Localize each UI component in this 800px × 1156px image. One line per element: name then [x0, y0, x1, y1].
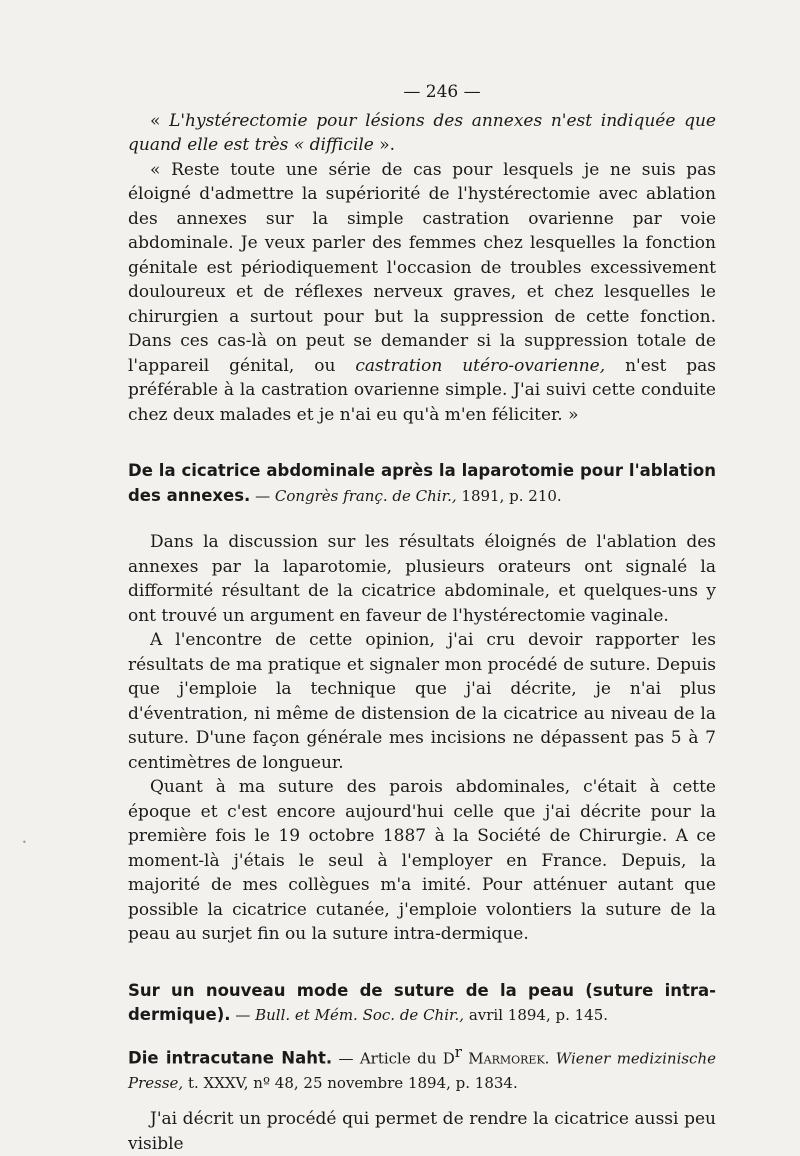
section-1-paragraph: Dans la discussion sur les résultats éloignés de l'ablation des annexes par la laparotomie, plusieurs orateurs ont signalé la difformité résultant de la cicatrice abdominale, et quelques-uns y ont trouvé un argument en faveur de l'hystérectomie vaginale. — [128, 532, 716, 626]
page-speck: • — [22, 838, 27, 847]
quote-italic-text: L'hystérectomie pour lésions des annexes n'est indiquée que quand elle est très « difficile — [128, 110, 716, 155]
section-3-paragraph: J'ai décrit un procédé qui permet de rendre la cicatrice aussi peu visible — [128, 1109, 716, 1154]
section-1-paragraph: Quant à ma suture des parois abdominales, c'était à cette époque et c'est encore aujourd'hui celle que j'ai décrite pour la première fois le 19 octobre 1887 à la Société de Chirurgie. A ce moment-là j'étais le seul à l'employer en France. Depuis, la majorité de mes collègues m'a imité. Pour atténuer autant que possible la cicatrice cutanée, j'emploie volontiers la suture de la peau au surjet fin ou la suture intra-dermique. — [128, 777, 716, 944]
page-number: — 246 — — [403, 82, 481, 102]
section-2-ref: avril 1894, p. 145. — [464, 1006, 609, 1024]
section-1-heading: De la cicatrice abdominale après la laparotomie pour l'ablation des annexes. — [128, 461, 716, 505]
section-1-dash: — — [250, 486, 275, 505]
section-3-ref-sup: r — [454, 1042, 462, 1061]
section-3-header — [128, 1040, 716, 1096]
quote-paragraph-end: n'est pas préférable à la castration ovarienne simple. J'ai suivi cette conduite chez deux malades et je n'ai eu qu'à m'en féliciter. » — [128, 355, 716, 425]
section-1-paragraph: A l'encontre de cette opinion, j'ai cru devoir rapporter les résultats de ma pratique et signaler mon procédé de suture. Depuis que j'emploie la technique que j'ai décrite, je n'ai plus d'éventration, ni même de distension de la cicatrice au niveau de la suture. D'une façon générale mes incisions ne dépassent pas 5 à 7 centimètres de longueur. — [128, 630, 716, 773]
section-3-ref-prefix: — Article du D — [332, 1049, 455, 1068]
section-3-journal: Wiener medizinische Presse, — [128, 1049, 717, 1092]
book-page — [128, 80, 716, 1156]
section-1-header — [128, 459, 716, 508]
section-1-journal: Congrès franç. de Chir., — [274, 486, 457, 505]
section-2-dash: — — [230, 1006, 256, 1024]
quote-paragraph — [128, 158, 716, 428]
quote-close: ». — [373, 135, 396, 155]
quote-paragraph-text: « Reste toute une série de cas pour lesquels je ne suis pas éloigné d'admettre la supériorité de l'hystérectomie avec ablation des annexes sur la simple castration ovarienne par voie abdominale. Je veux parler des femmes chez lesquelles la fonction génitale est périodiquement l'occasion de troubles excessivement douloureux et de réflexes nerveux graves, et chez lesquelles le chirurgien a surtout pour but la suppression de cette fonction. Dans ces cas-là on peut se demander si la suppression totale de l'appareil génital, ou — [128, 159, 716, 376]
section-1-ref: 1891, p. 210. — [456, 486, 562, 505]
quote-italic — [128, 109, 716, 158]
quote-open: « — [150, 110, 170, 131]
section-3-heading: Die intracutane Naht. — [128, 1048, 333, 1068]
section-2-header — [128, 979, 716, 1028]
section-3-ref: t. XXXV, nº 48, 25 novembre 1894, p. 1834. — [183, 1073, 518, 1092]
section-2-journal: Bull. et Mém. Soc. de Chir., — [255, 1006, 465, 1024]
section-3-author: Marmorek. — [461, 1049, 550, 1068]
section-2-heading: Sur un nouveau mode de suture de la peau (suture intra-dermique). — [128, 980, 716, 1024]
quote-paragraph-italic: castration utéro-ovarienne, — [355, 355, 606, 376]
